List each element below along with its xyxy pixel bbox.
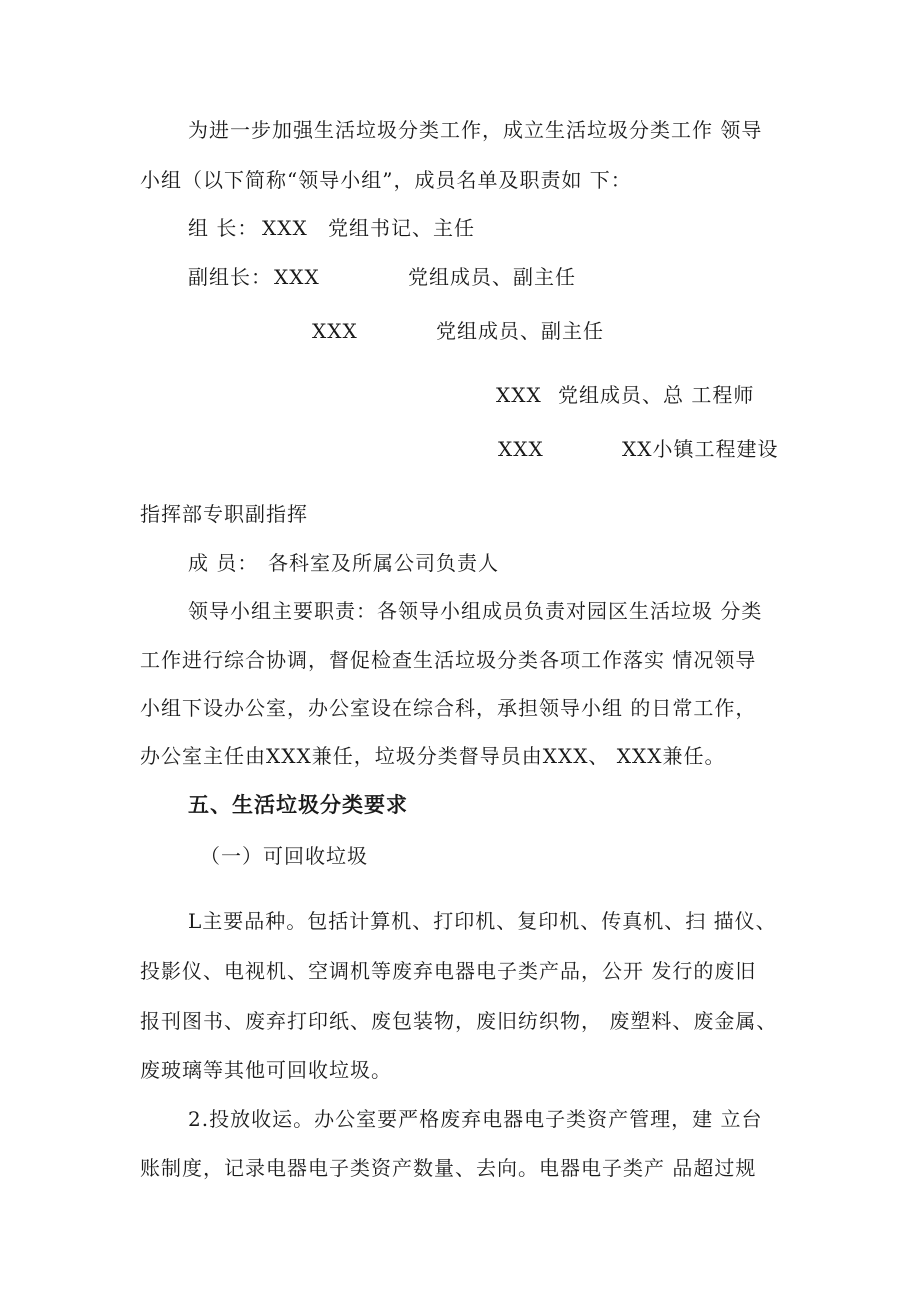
section-5-heading: 五、生活垃圾分类要求: [188, 793, 408, 817]
leader-name: XXX: [262, 216, 308, 240]
item-1-line-4: 废玻璃等其他可回收垃圾。: [140, 1058, 392, 1082]
deputy-3-name: XXX: [496, 383, 542, 407]
item-1-line-1: L主要品种。包括计算机、打印机、复印机、传真机、扫 描仪、: [188, 909, 777, 933]
duties-line-1: 领导小组主要职责：各领导小组成员负责对园区生活垃圾 分类: [188, 599, 763, 623]
deputy-4-role: XX小镇工程建设: [622, 437, 779, 461]
intro-line-2: 小组（以下简称“领导小组”，成员名单及职责如 下：: [140, 168, 632, 192]
members-label: 成 员：: [188, 551, 259, 575]
deputy-1-role: 党组成员、副主任: [408, 265, 576, 289]
deputy-2-role: 党组成员、副主任: [436, 319, 604, 343]
deputy-1-name: XXX: [274, 265, 320, 289]
item-1-line-2: 投影仪、电视机、空调机等废弃电器电子类产品，公开 发行的废旧: [140, 959, 757, 983]
leader-label: 组 长：: [188, 216, 259, 240]
duties-line-2: 工作进行综合协调，督促检查生活垃圾分类各项工作落实 情况领导: [140, 648, 757, 672]
deputy-4-role-continuation: 指挥部专职副指挥: [140, 502, 308, 526]
item-2-line-1: 2.投放收运。办公室要严格废弃电器电子类资产管理，建 立台: [188, 1107, 763, 1131]
item-1-line-3: 报刊图书、废弃打印纸、废包装物，废旧纺织物， 废塑料、废金属、: [140, 1009, 778, 1033]
subsection-1-heading: （一）可回收垃圾: [200, 844, 368, 868]
deputy-label: 副组长：: [188, 265, 272, 289]
intro-line-1: 为进一步加强生活垃圾分类工作，成立生活垃圾分类工作 领导: [188, 118, 763, 142]
deputy-3-role: 党组成员、总 工程师: [558, 383, 755, 407]
members-value: 各科室及所属公司负责人: [268, 551, 499, 575]
leader-role: 党组书记、主任: [328, 216, 475, 240]
deputy-2-name: XXX: [312, 319, 358, 343]
duties-line-3: 小组下设办公室，办公室设在综合科，承担领导小组 的日常工作，: [140, 696, 757, 720]
item-2-line-2: 账制度，记录电器电子类资产数量、去向。电器电子类产 品超过规: [140, 1156, 757, 1180]
duties-line-4: 办公室主任由XXX兼任，垃圾分类督导员由XXX、 XXX兼任。: [140, 744, 726, 768]
deputy-4-name: XXX: [498, 437, 544, 461]
